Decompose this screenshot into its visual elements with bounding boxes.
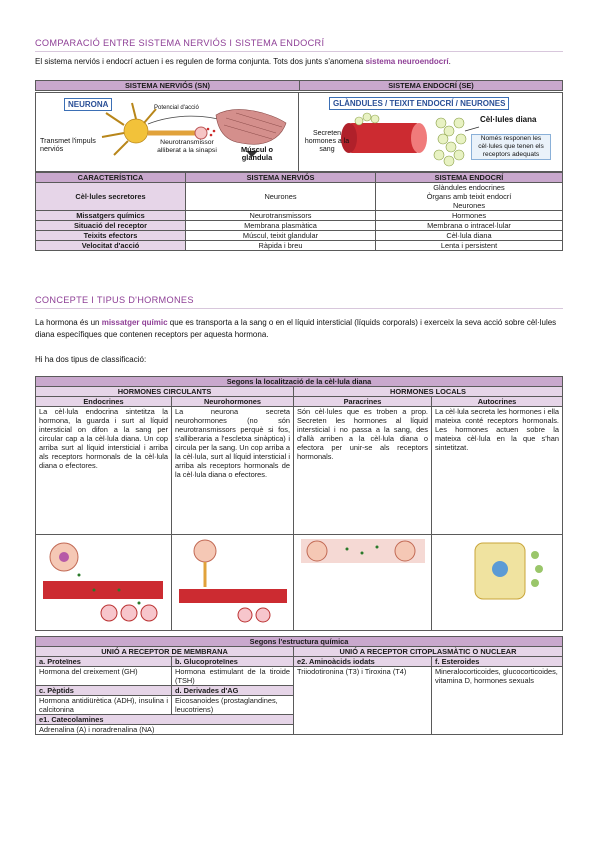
intro-paragraph: El sistema nerviós i endocrí actuen i es regulen de forma conjunta. Tots dos junts s'anomena sistema neuroendocrí.	[35, 57, 451, 66]
definition-paragraph: La hormona és un missatger químic que es transporta a la sang o en el líquid intersticial (líquids corporals) i exerceix la seva acció sobre cèl·lules diana específiques que contenen receptors per aquesta hormona.	[35, 318, 557, 339]
structure-title: Segons l'estructura química	[36, 637, 563, 647]
highlight-chemical-messenger: missatger químic	[101, 318, 168, 327]
steroids-head: f. Esteroides	[432, 657, 563, 667]
col-endocrine: Endocrines	[36, 397, 172, 407]
nuclear-receptor-header: UNIÓ A RECEPTOR CITOPLASMÀTIC O NUCLEAR	[294, 647, 563, 657]
section-title-comparison: COMPARACIÓ ENTRE SISTEMA NERVIÓS I SISTEMA ENDOCRÍ	[35, 38, 563, 52]
endocrine-text: La cèl·lula endocrina sintetitza la hormona, la guarda i surt al líquid intersticial on difon a la sang per circular cap a la cèl·lula diana. Un cop arriba surt al líquid intersticial i arriba als receptors hormonals de la cèl·lula diana o efectores.	[36, 407, 172, 535]
neurohormone-text: La neurona secreta neurohormones (no són neurotransmissors perquè si fos, s'alliberaria a l'escletxa sinàptica) i circula per la sang. Un cop arriba a la cèl·lula, surt al líquid intersticial i arriba als receptors hormonals de la cèl·lula diana o efectores.	[172, 407, 294, 535]
local-header: HORMONES LOCALS	[294, 387, 563, 397]
row-label: Situació del receptor	[36, 221, 186, 231]
circulating-header: HORMONES CIRCULANTS	[36, 387, 294, 397]
table-row	[36, 231, 563, 241]
table-row	[36, 241, 563, 251]
autocrine-illustration	[432, 535, 563, 631]
steroids-text: Mineralocorticoides, glucocorticoides, vitamina D, hormones sexuals	[432, 667, 563, 735]
row-label: Cèl·lules secretores	[36, 183, 186, 211]
col-neurohormones: Neurohormones	[172, 397, 294, 407]
fatty-acid-text: Eicosanoides (prostaglandines, leucotriens)	[172, 696, 294, 715]
target-cells-label: Cèl·lules diana	[480, 115, 537, 124]
location-title: Segons la localització de la cèl·lula diana	[36, 377, 563, 387]
highlight-neuroendocrine: sistema neuroendocrí	[365, 57, 449, 66]
se-value: Membrana o intracel·lular	[376, 221, 563, 231]
table-row	[36, 183, 563, 211]
se-value: Glàndules endocrines Òrgans amb teixit endocrí Neurones	[376, 183, 563, 211]
endocrine-diagram	[298, 92, 563, 172]
glycoproteins-text: Hormona estimulant de la tiroide (TSH)	[172, 667, 294, 686]
row-label: Teixits efectors	[36, 231, 186, 241]
receptors-note: Només responen les cèl·lules que tenen els receptors adequats	[471, 134, 551, 160]
catecholamines-text: Adrenalina (A) i noradrenalina (NA)	[36, 725, 294, 735]
col-autocrine: Autocrines	[432, 397, 563, 407]
sn-value: Neurotransmissors	[186, 211, 376, 221]
catecholamines-head: e1. Catecolamines	[36, 715, 294, 725]
paracrine-text: Són cèl·lules que es troben a prop. Secreten les hormones al líquid intersticial i no passa a la sang, des d'allà arriben a la cèl·lula diana o efectora per unir-se als receptors hormonals.	[294, 407, 432, 535]
col-paracrine: Paracrines	[294, 397, 432, 407]
sn-value: Ràpida i breu	[186, 241, 376, 251]
neurohormone-illustration	[172, 535, 294, 631]
sn-value: Neurones	[186, 183, 376, 211]
neuron-diagram	[35, 92, 299, 172]
comparison-header-feature: CARACTERÍSTICA	[36, 173, 186, 183]
autocrine-text: La cèl·lula secreta les hormones i ella mateixa conté receptors hormonals. Les hormones actuen sobre la mateixa cèl·lula en la que s'han sintetitzat.	[432, 407, 563, 535]
se-value: Cèl·lula diana	[376, 231, 563, 241]
structure-table	[35, 636, 563, 735]
proteins-text: Hormona del creixement (GH)	[36, 667, 172, 686]
comparison-header-sn: SISTEMA NERVIÓS	[186, 173, 376, 183]
se-value: Hormones	[376, 211, 563, 221]
header-sn: SISTEMA NERVIÓS (SN)	[36, 81, 300, 91]
endocrine-tag: GLÀNDULES / TEIXIT ENDOCRÍ / NEURONES	[329, 97, 509, 110]
neurotransmitter-label: Neurotransmissor alliberat a la sinapsi	[157, 139, 217, 154]
header-se: SISTEMA ENDOCRÍ (SE)	[300, 81, 563, 91]
peptides-head: c. Pèptids	[36, 686, 172, 696]
iodinated-head: e2. Aminoàcids iodats	[294, 657, 432, 667]
neuron-tag: NEURONA	[64, 98, 112, 111]
comparison-table	[35, 172, 563, 251]
table-row	[36, 221, 563, 231]
muscle-label: Múscul o glàndula	[240, 145, 274, 162]
sn-value: Múscul, teixit glandular	[186, 231, 376, 241]
iodinated-text: Triiodotironina (T3) i Tiroxina (T4)	[294, 667, 432, 735]
glycoproteins-head: b. Glucoproteïnes	[172, 657, 294, 667]
se-value: Lenta i persistent	[376, 241, 563, 251]
sn-value: Membrana plasmàtica	[186, 221, 376, 231]
diagram-header-table	[35, 80, 563, 91]
section-title-hormones: CONCEPTE I TIPUS D'HORMONES	[35, 295, 563, 309]
endocrine-illustration	[36, 535, 172, 631]
proteins-head: a. Proteïnes	[36, 657, 172, 667]
secrete-label: Secreten hormones a la sang	[304, 130, 350, 153]
membrane-receptor-header: UNIÓ A RECEPTOR DE MEMBRANA	[36, 647, 294, 657]
comparison-header-se: SISTEMA ENDOCRÍ	[376, 173, 563, 183]
transmits-label: Transmet l'impuls nerviós	[40, 136, 96, 153]
paracrine-illustration	[294, 535, 432, 631]
location-table	[35, 376, 563, 631]
peptides-text: Hormona antidiürètica (ADH), insulina i calcitonina	[36, 696, 172, 715]
classification-paragraph: Hi ha dos tipus de classificació:	[35, 355, 147, 364]
row-label: Missatgers químics	[36, 211, 186, 221]
row-label: Velocitat d'acció	[36, 241, 186, 251]
table-row	[36, 211, 563, 221]
potential-label: Potencial d'acció	[154, 105, 199, 111]
fatty-acid-head: d. Derivades d'AG	[172, 686, 294, 696]
